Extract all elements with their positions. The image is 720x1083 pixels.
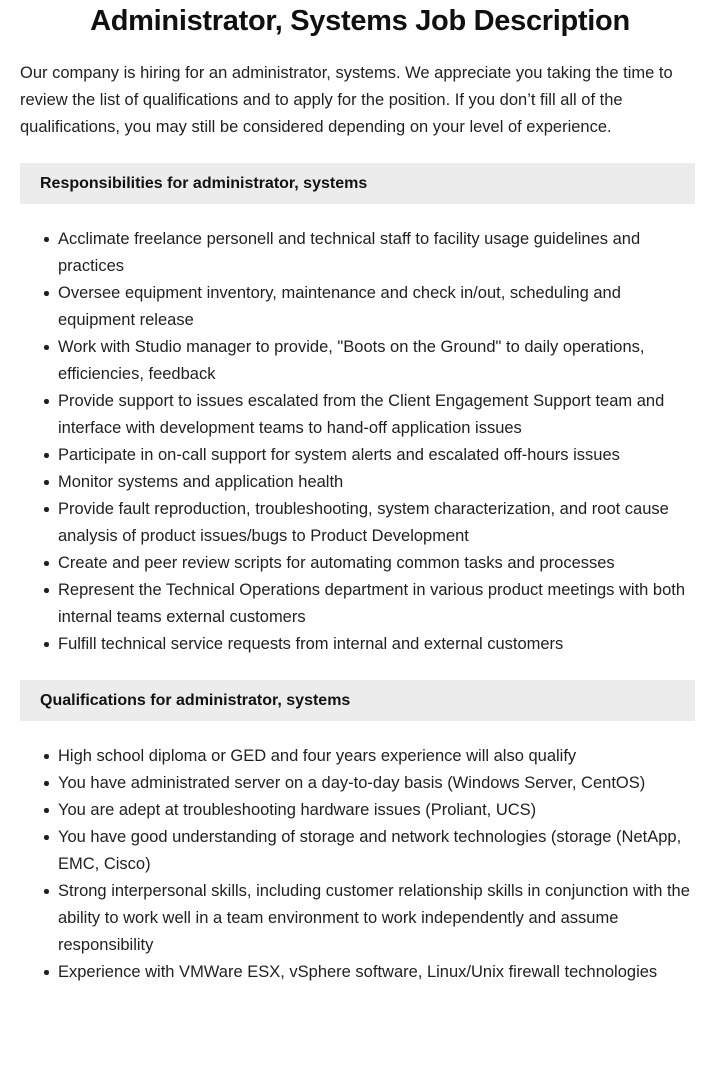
responsibilities-heading: Responsibilities for administrator, systems [20,163,695,204]
qualifications-heading: Qualifications for administrator, systems [20,680,695,721]
list-item: Work with Studio manager to provide, "Boots on the Ground" to daily operations, efficiencies, feedback [58,334,698,388]
list-item: Provide fault reproduction, troubleshooting, system characterization, and root cause analysis of product issues/bugs to Product Development [58,496,698,550]
list-item: High school diploma or GED and four years experience will also qualify [58,743,692,770]
list-item: Provide support to issues escalated from the Client Engagement Support team and interface with development teams to hand-off application issues [58,388,698,442]
list-item: Oversee equipment inventory, maintenance and check in/out, scheduling and equipment release [58,280,698,334]
qualifications-list [0,721,720,986]
responsibilities-list [0,204,720,658]
list-item: You are adept at troubleshooting hardware issues (Proliant, UCS) [58,797,692,824]
page-title: Administrator, Systems Job Description [90,5,630,37]
list-item: Acclimate freelance personell and technical staff to facility usage guidelines and practices [58,226,698,280]
list-item: Participate in on-call support for system alerts and escalated off-hours issues [58,442,698,469]
list-item: Strong interpersonal skills, including customer relationship skills in conjunction with the ability to work well in a team environment to work independently and assume responsibility [58,878,692,959]
list-item: Experience with VMWare ESX, vSphere software, Linux/Unix firewall technologies [58,959,692,986]
list-item: Fulfill technical service requests from internal and external customers [58,631,698,658]
list-item: Represent the Technical Operations department in various product meetings with both internal teams external customers [58,577,698,631]
qualifications-section [0,680,720,986]
responsibilities-section [0,163,720,658]
list-item: Monitor systems and application health [58,469,698,496]
list-item: You have good understanding of storage and network technologies (storage (NetApp, EMC, Cisco) [58,824,692,878]
intro-paragraph: Our company is hiring for an administrator, systems. We appreciate you taking the time to review the list of qualifications and to apply for the position. If you don’t fill all of the qualifications, you may still be considered depending on your level of experience. [20,64,673,136]
list-item: You have administrated server on a day-to-day basis (Windows Server, CentOS) [58,770,692,797]
list-item: Create and peer review scripts for automating common tasks and processes [58,550,698,577]
